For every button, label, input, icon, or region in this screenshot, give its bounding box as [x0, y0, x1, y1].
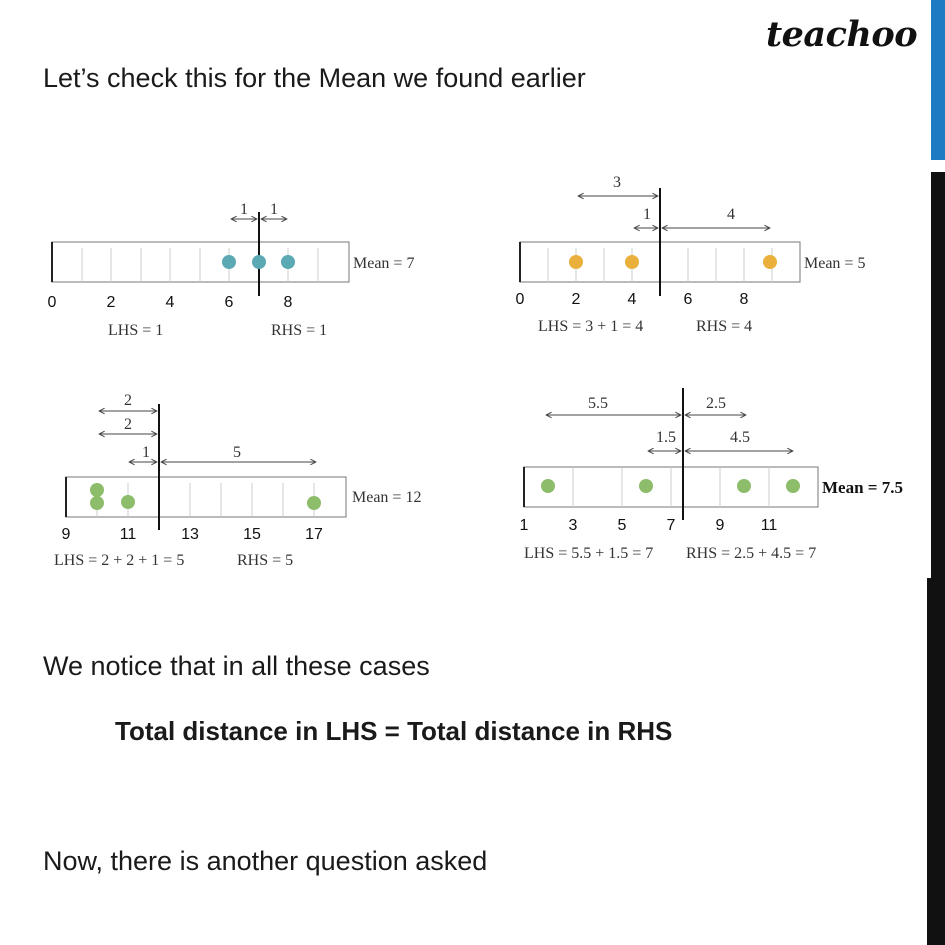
- tick-label: 6: [683, 291, 693, 308]
- tick-label: 0: [47, 294, 57, 311]
- data-point: [625, 255, 639, 269]
- distance-label: 5: [233, 444, 241, 461]
- distance-label: 1: [643, 206, 651, 223]
- rhs-label: RHS = 1: [271, 322, 328, 339]
- mean-label: Mean = 7.5: [822, 478, 903, 497]
- mean-label: Mean = 5: [804, 255, 866, 272]
- distance-label: 5.5: [588, 395, 608, 412]
- data-point: [737, 479, 751, 493]
- observation-text: We notice that in all these cases: [43, 651, 430, 681]
- tick-label: 8: [283, 294, 293, 311]
- distance-label: 2: [124, 416, 132, 433]
- tick-label: 5: [617, 517, 627, 534]
- distance-label: 4.5: [730, 429, 750, 446]
- mean-label: Mean = 12: [352, 489, 422, 506]
- data-point: [90, 483, 104, 497]
- tick-label: 1: [519, 517, 529, 534]
- data-point: [786, 479, 800, 493]
- data-point: [121, 495, 135, 509]
- distance-label: 1: [142, 444, 150, 461]
- diagram-mean-7: [48, 201, 415, 339]
- tick-label: 11: [119, 526, 137, 543]
- data-point: [639, 479, 653, 493]
- tick-label: 7: [666, 517, 676, 534]
- distance-label: 1: [270, 201, 278, 218]
- tick-label: 4: [165, 294, 175, 311]
- lhs-label: LHS = 1: [108, 322, 164, 339]
- tick-label: 15: [243, 526, 261, 543]
- tick-label: 6: [224, 294, 234, 311]
- distance-label: 4: [727, 206, 735, 223]
- next-question-text: Now, there is another question asked: [43, 846, 488, 876]
- tick-label: 13: [181, 526, 199, 543]
- data-point: [763, 255, 777, 269]
- tick-label: 2: [106, 294, 116, 311]
- data-point: [90, 496, 104, 510]
- tick-label: 3: [568, 517, 578, 534]
- mean-label: Mean = 7: [353, 255, 415, 272]
- data-point: [541, 479, 555, 493]
- teachoo-logo: teachoo: [766, 14, 918, 55]
- lhs-label: LHS = 5.5 + 1.5 = 7: [524, 545, 654, 562]
- tick-label: 17: [305, 526, 323, 543]
- distance-label: 2.5: [706, 395, 726, 412]
- tick-label: 11: [760, 517, 778, 534]
- data-point: [281, 255, 295, 269]
- tick-label: 2: [571, 291, 581, 308]
- rhs-label: RHS = 5: [237, 552, 294, 569]
- tick-label: 8: [739, 291, 749, 308]
- tick-label: 0: [515, 291, 525, 308]
- slide-heading: Let’s check this for the Mean we found earlier: [43, 63, 586, 93]
- tick-label: 9: [61, 526, 71, 543]
- data-point: [252, 255, 266, 269]
- lhs-label: LHS = 2 + 2 + 1 = 5: [54, 552, 185, 569]
- rhs-label: RHS = 4: [696, 318, 753, 335]
- data-point: [569, 255, 583, 269]
- key-result-text: Total distance in LHS = Total distance in RHS: [115, 716, 673, 746]
- distance-label: 1.5: [656, 429, 676, 446]
- diagram-mean-12: [54, 392, 421, 569]
- data-point: [222, 255, 236, 269]
- number-line-box: [66, 477, 346, 517]
- tick-label: 4: [627, 291, 637, 308]
- data-point: [307, 496, 321, 510]
- tick-label: 9: [715, 517, 725, 534]
- distance-label: 2: [124, 392, 132, 409]
- diagram-mean-7-5: [520, 388, 903, 562]
- distance-label: 3: [613, 174, 621, 191]
- diagram-mean-5: [516, 174, 866, 335]
- distance-label: 1: [240, 201, 248, 218]
- lhs-label: LHS = 3 + 1 = 4: [538, 318, 644, 335]
- rhs-label: RHS = 2.5 + 4.5 = 7: [686, 545, 817, 562]
